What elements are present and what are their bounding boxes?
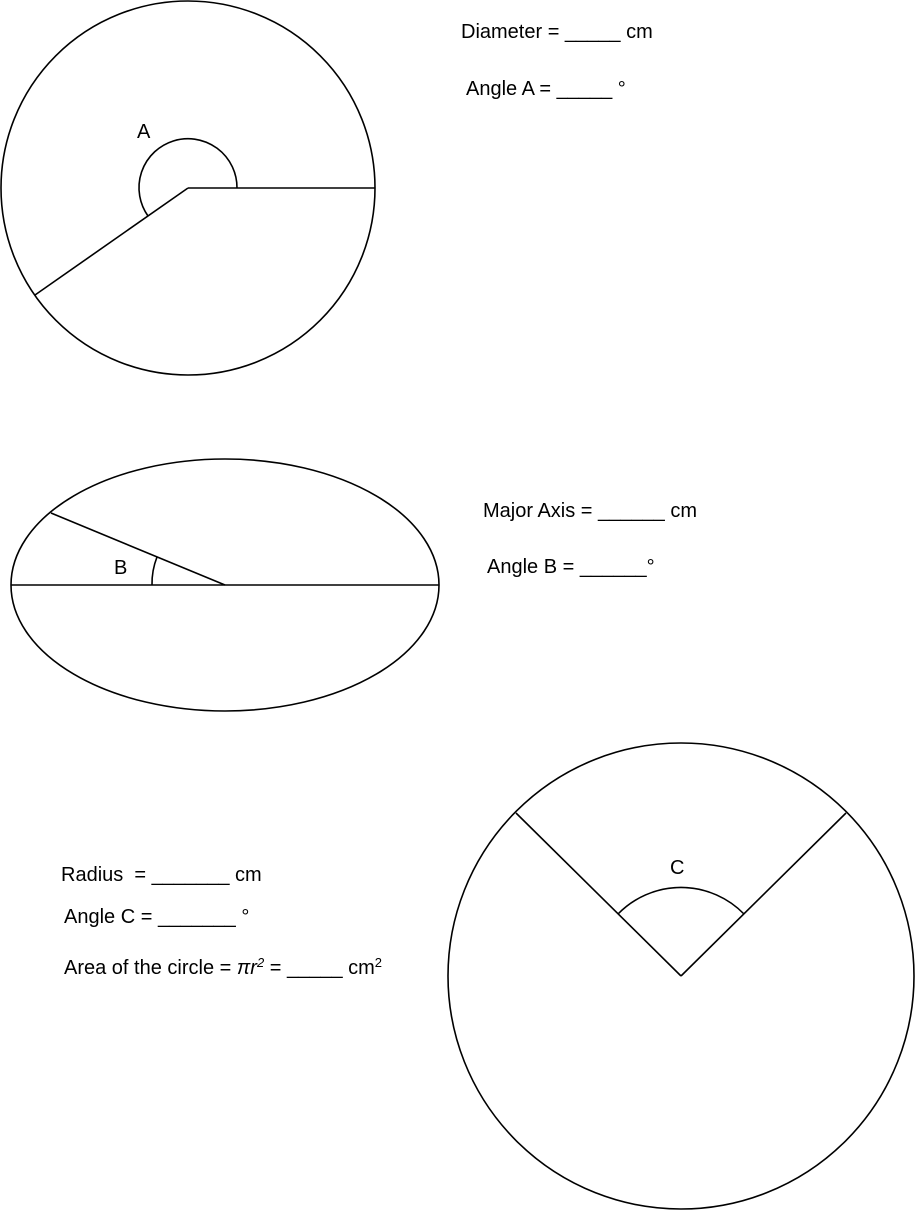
radius-prompt: Radius = _______ cm: [61, 864, 262, 886]
area-prompt: [64, 955, 383, 979]
circle-c-radius-left: [516, 813, 681, 976]
area-formula-exponent: 2: [256, 955, 265, 970]
area-prefix: Area of the circle =: [64, 957, 237, 979]
angle-b-label: B: [114, 557, 128, 579]
ellipse-b-group: [11, 459, 439, 711]
ellipse-b-slanted-line: [51, 513, 225, 585]
major-axis-prompt: Major Axis = ______ cm: [483, 500, 697, 522]
circle-a-radius-slanted: [35, 188, 188, 295]
circle-c-radius-right: [681, 813, 846, 976]
area-unit-exponent: 2: [374, 955, 383, 970]
angle-a-label: A: [137, 121, 151, 143]
circle-a-group: [1, 1, 375, 375]
angle-a-arc: [139, 139, 237, 216]
diameter-prompt: Diameter = _____ cm: [461, 21, 653, 43]
angle-b-arc: [152, 557, 157, 585]
area-suffix: = _____ cm: [264, 957, 375, 979]
area-formula: πr: [236, 957, 257, 979]
angle-c-arc: [618, 887, 744, 914]
angle-c-label: C: [670, 857, 685, 879]
angle-b-prompt: Angle B = ______°: [487, 556, 655, 578]
angle-a-prompt: Angle A = _____ °: [466, 78, 626, 100]
angle-c-prompt: Angle C = _______ °: [64, 906, 250, 928]
circle-c-group: [448, 743, 914, 1209]
